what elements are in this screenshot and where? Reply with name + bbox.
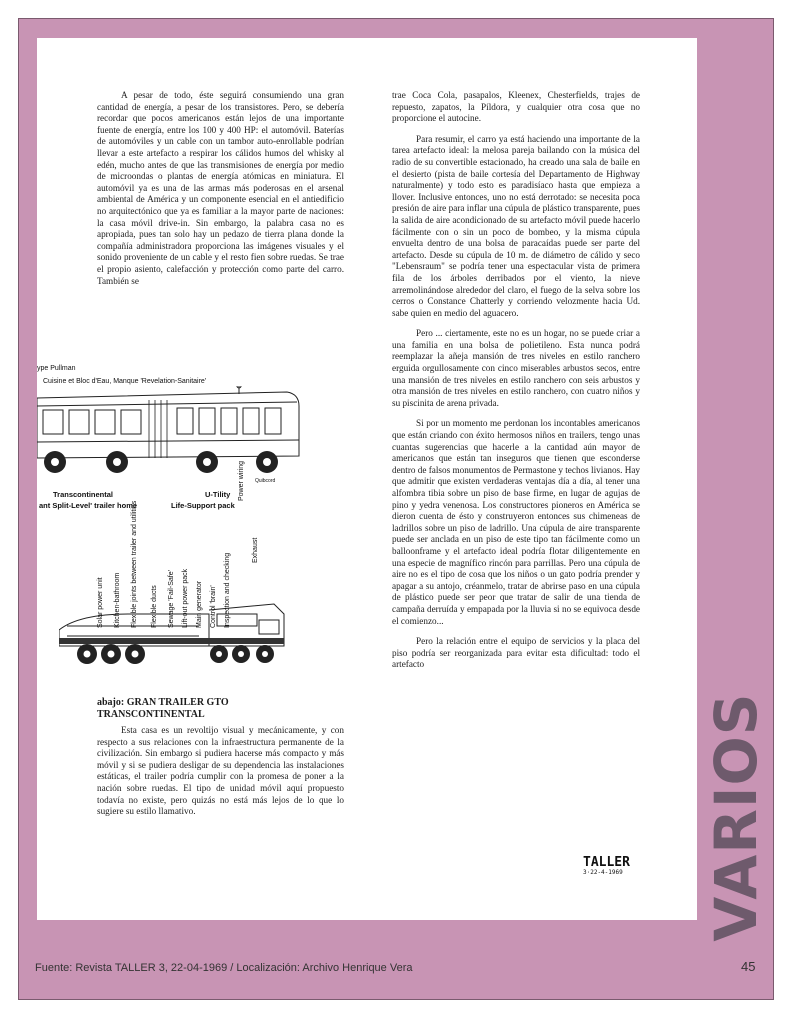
- heading-life-support: Life-Support pack: [171, 501, 235, 510]
- heading-split-level: ant Split-Level' trailer home: [39, 501, 138, 510]
- label-solar: Solar power unit: [97, 577, 104, 628]
- label-exhaust: Exhaust: [252, 537, 259, 563]
- footer-source: Fuente: Revista TALLER 3, 22-04-1969 / Localización: Archivo Henrique Vera: [35, 962, 413, 974]
- taller-logo: [583, 856, 633, 882]
- paragraph: Para resumir, el carro ya está haciendo una importante de la tarea artefacto ideal: la melosa pareja bailando con la música del radio de su convertible estacionado, ha creado una sala de baile en el desierto (pista de baile cortesía del Departamento de Highway naturalmente) y todo esto es paradisíaco hasta que empieza a llover. Inclusive entonces, uno no está derrotado: se necesita poca presión de aire para inflar una cúpula de plástico transparente, pues la salida de aire acondicionado de su artefacto móvil puede hacerlo fácilmente con o sin un poco de bombeo, y la misma cúpula envuelta dentro de una bolsa de paracaídas puede ser parte del artefacto. Desde su cúpula de 10 m. de diámetro de cálido y seco "Lebensraum" se podría tener una espectacular vista de primera fila de los árboles derribados por el viento, la nieve arremolinándose alrededor del claro, el fuego de la selva sobre los cerros o Constance Chatterly y corriendo velozmente hacia Ud. sabe quien en medio del aguacero.: [392, 133, 640, 318]
- illustration-signature: Quibcord: [255, 478, 276, 484]
- pullman-coach-drawing: [37, 386, 312, 476]
- illustration-sub-label: Cuisine et Bloc d'Eau, Manque 'Revelation-Sanitaire': [43, 378, 207, 385]
- label-sewage: Sewage 'Fail-Safe': [168, 570, 175, 628]
- logo-name: TALLER: [583, 855, 630, 870]
- label-generator: Main generator: [196, 580, 203, 628]
- heading-utility: U-Tility: [205, 490, 231, 499]
- label-joints: Flexible joints between trailer and utilities: [131, 500, 138, 628]
- page-number: 45: [741, 959, 756, 974]
- illustration-top-label: ype Pullman: [37, 365, 76, 372]
- paragraph: Pero la relación entre el equipo de servicios y la placa del piso podría ser reorganizada para evitar esta dificultad: todo el artefacto: [392, 636, 640, 670]
- logo-date: 3·22-4-1969: [583, 869, 623, 876]
- paragraph: A pesar de todo, éste seguirá consumiendo una gran cantidad de energía, a pesar de los transistores. Pero, se debería recordar que pocos americanos están lejos de una importante fuente de energía, entre los 100 y 400 HP: el automóvil. Baterías de automóviles y un cable con un tambor auto-enrollable podrían llevar a este artefacto a respirar los cálidos humos del whisky al edén, mucho antes de que las transmisiones de energía por medio de microondas o plantas de energía atómicas en miniatura. El automóvil ya es una de las armas más poderosas en el arsenal ambiental de América y un componente esencial en el antiedificio no arquitectónico que ya es familiar a la mayor parte de naciones: la casa móvil drive-in. Sin embargo, la palabra casa no es apropiada, pues tan solo hay un pedazo de tierra plana donde la compañía administradora proporciona las imágenes visuales y el sonido proveniente de un cable y el resto fien sobre ruedas. Se trae el propio asiento, calefacción y protección como parte del carro. También se: [97, 90, 344, 286]
- section-label-text: VARIOS: [702, 692, 770, 942]
- label-inspection: Inspection and checking: [224, 552, 231, 628]
- heading-transcontinental: Transcontinental: [53, 490, 114, 499]
- paragraph: Si por un momento me perdonan los incontables americanos que están criando con éxito hermosos niños en trailers, tengo unas cuantas sugerencias que hacerle a la cantidad aún mayor de americanos que están tan inseguros que tienen que esconderse dentro de falsos monumentos de Permastone y techos livianos. Hay que admitir que existen verdaderas ventajas día a día, al tener una alfombra tibia sobre un piso de base firme, en lugar de agujas de pino y yedra venenosa. Los constructores pioneros en América se dieron cuenta de ésto y construyeron entonces sus chimeneas de ladrillos sobre un piso de ladrillo. Una cúpula de aire transparente puede ser anclada en un piso de este tipo tan fácilmente como un balloonframe y el artefacto ideal podría flotar diligentemente en una especie de magnífico rincón para parrillas. Pero una cúpula de aire no es el tipo de cosa que los niños o un gato podría prender y apagar a su antojo, créanmelo, tratar de abrirse paso en una cúpula de plástico puede ser peor que tratar de salir de una tienda de campaña derruída y empapada por la lluvia si no se equivoca desde el comienzo...: [392, 418, 641, 626]
- caption-body: Esta casa es un revoltijo visual y mecánicamente, y con respecto a sus relaciones con la infraestructura permanente de la civilización. Sin embargo si pudiera hacerse más compacto y más móvil y si se pudiera desligar de su dependencia las instalaciones estáticas, el trailer podría cumplir con la promesa de poner a la nación sobre ruedas. El tipo de unidad móvil aquí propuesto todavía no existe, pero quizás no está más lejos de lo que lo sugiere su estilo llamativo.: [97, 725, 344, 817]
- label-brain: Control 'brain': [210, 585, 217, 628]
- right-column-text: [392, 90, 640, 680]
- left-column-text: [97, 90, 344, 296]
- label-ducts: Flexible ducts: [151, 585, 158, 628]
- label-kitchen: Kitchen-bathroom: [114, 572, 121, 628]
- label-wiring: Power wiring: [238, 460, 245, 501]
- paragraph: Pero ... ciertamente, este no es un hogar, no se puede criar a una familia en una bolsa de polietileno. Esta nunca podrá reemplazar la añeja mansión de tres niveles en estilo ranchero erguida orgullosamente con cinco miserables arbustos secos, entre una mansión de tres niveles en estilo ranchero con seis arbustos y otra mansión de tres niveles en estilo ranchero, con cuatro niños y su piscinita de arena privada.: [392, 328, 640, 408]
- caption-block: [97, 697, 344, 827]
- caption-title: abajo: GRAN TRAILER GTO TRANSCONTINENTAL: [97, 697, 229, 720]
- label-powerpack: Lift-out power pack: [182, 568, 189, 628]
- paragraph: trae Coca Cola, pasapalos, Kleenex, Chesterfields, trajes de repuesto, zapatos, la Píldora, y cualquier otra cosa que no proporcione el autocine.: [392, 90, 640, 124]
- section-label: [700, 692, 772, 942]
